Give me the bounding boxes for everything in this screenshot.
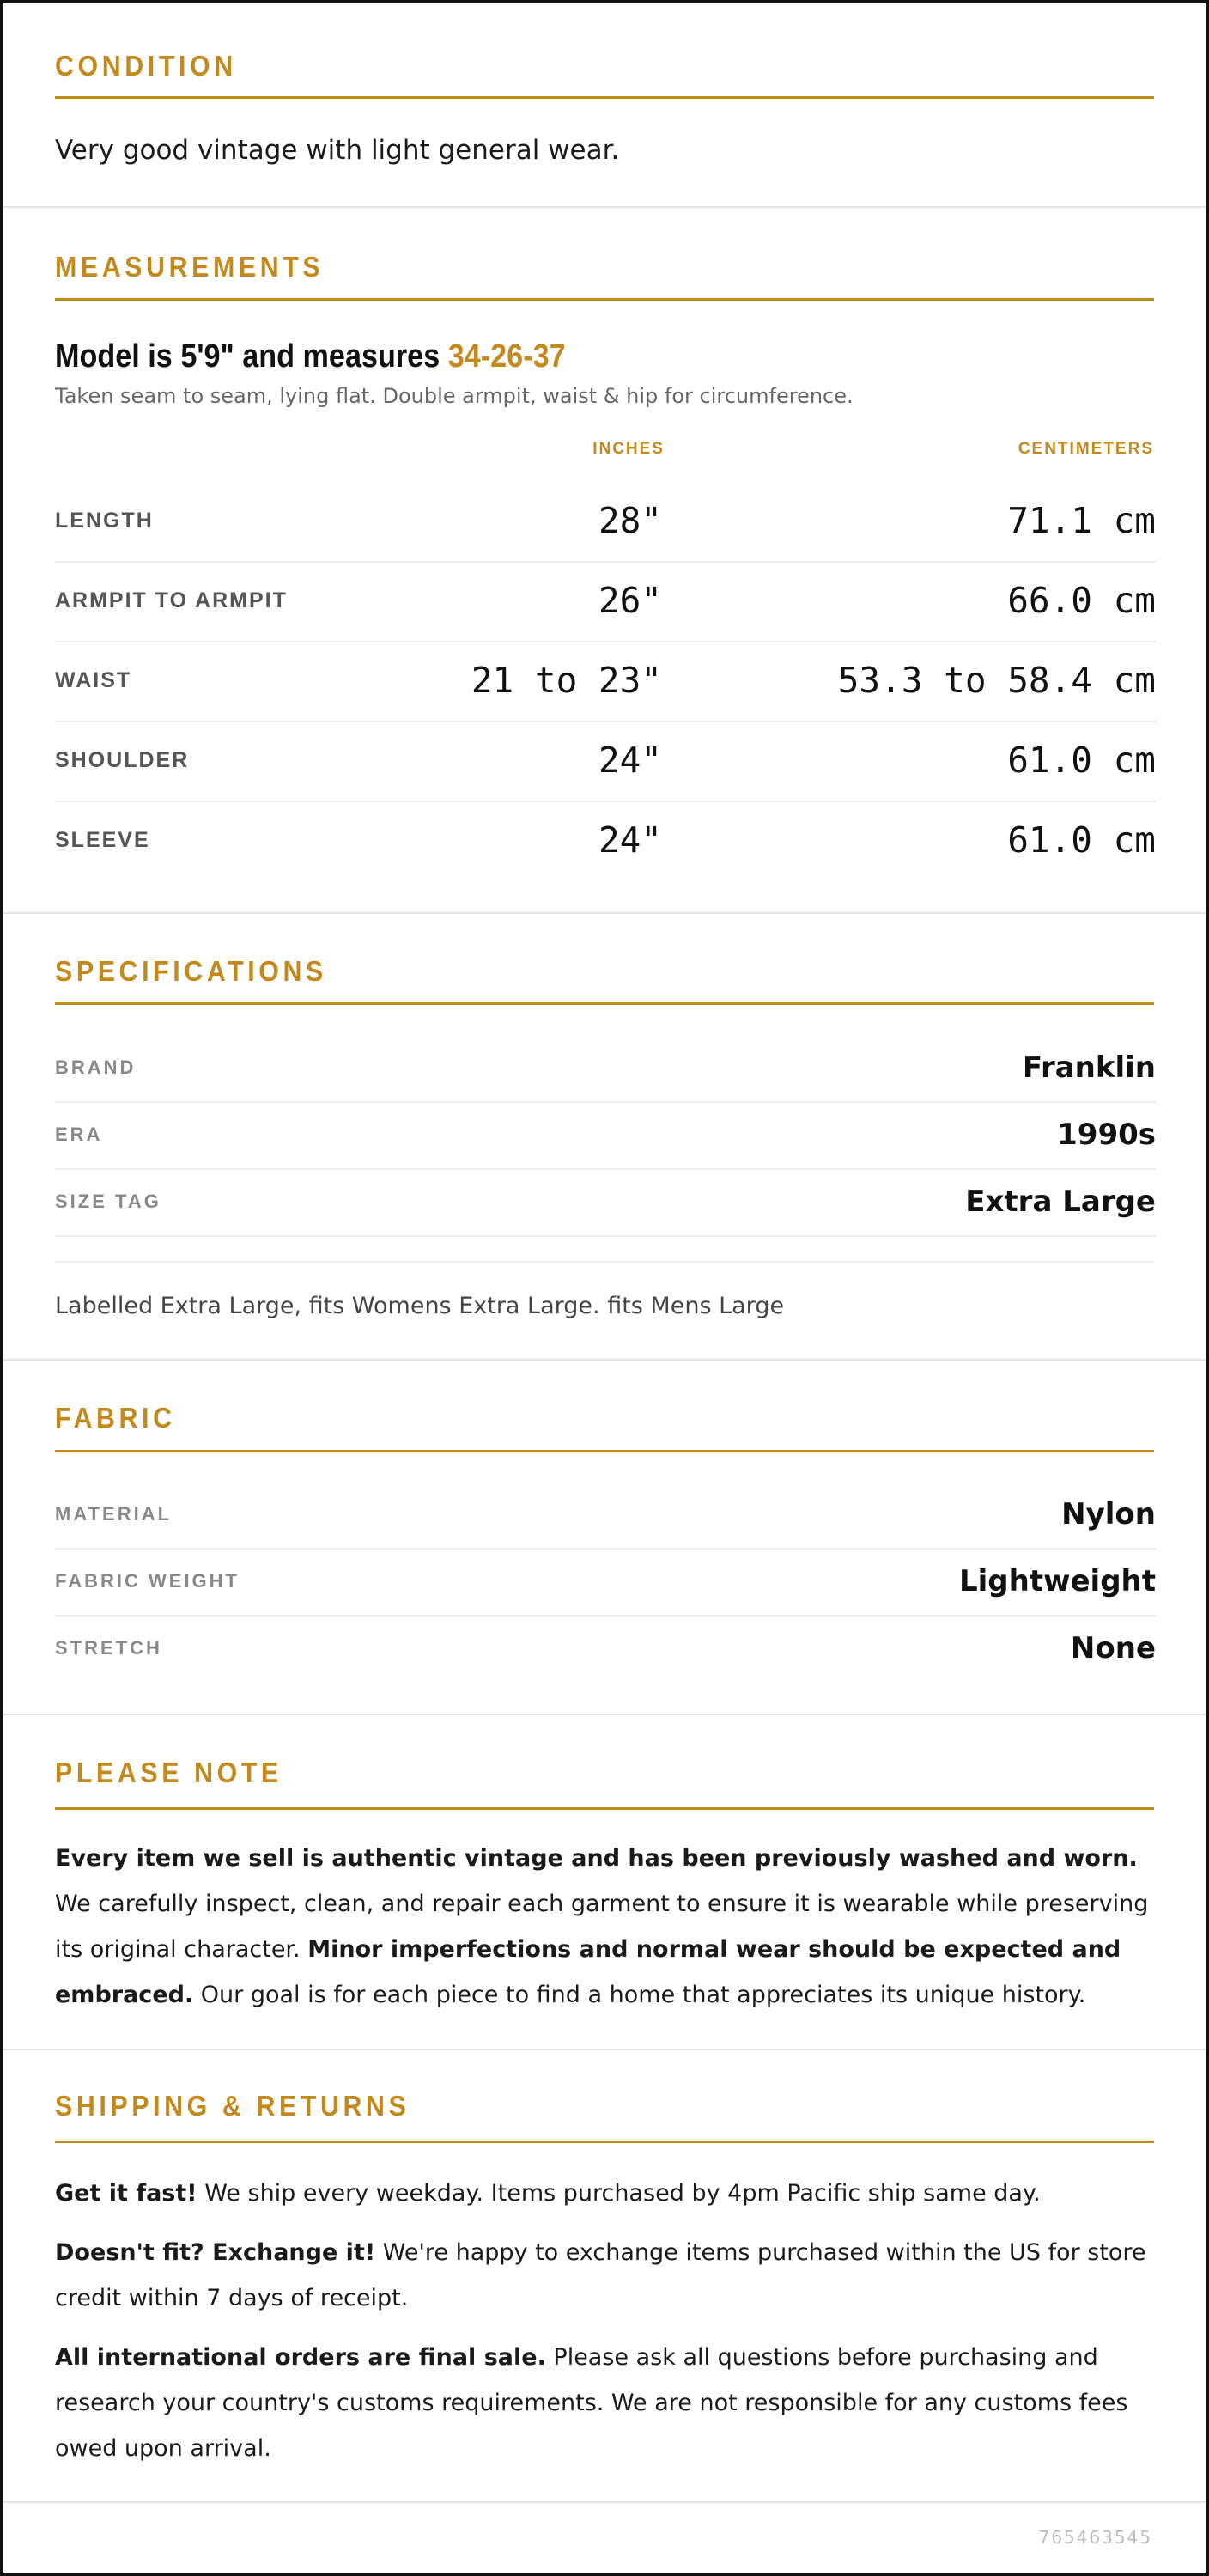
shipping-text-2: We're happy to exchange items purchased within the US for store credit within 7 days of receipt. [55,2239,1146,2311]
measurement-row-sleeve [55,801,1156,880]
measurement-inches: 24" [598,740,662,781]
spec-value: 1990s [1057,1117,1156,1152]
fabric-label: FABRIC WEIGHT [55,1570,240,1592]
please-note-bold-1: Every item we sell is authentic vintage and has been previously washed and worn. [55,1845,1138,1872]
specifications-section [3,914,1206,1361]
fabric-section [3,1361,1206,1715]
shipping-paragraph-3 [55,2335,1163,2471]
measurement-label: WAIST [55,668,132,692]
shipping-rule [55,2141,1154,2143]
measurement-row-armpit [55,561,1156,642]
please-note-section [3,1715,1206,2050]
fabric-title: FABRIC [55,1402,176,1434]
please-note-text-1: We carefully inspect, clean, and repair each garment to ensure it is wearable while preserving its original character. [55,1891,1149,1963]
specifications-title: SPECIFICATIONS [55,955,327,987]
measurements-section [3,208,1206,914]
inches-column-header: INCHES [592,440,665,458]
measurement-row-length [55,481,1156,563]
measurements-title: MEASUREMENTS [55,251,325,283]
fabric-value: Nylon [1061,1497,1156,1532]
shipping-title: SHIPPING & RETURNS [55,2090,410,2122]
spec-label: ERA [55,1124,103,1145]
shipping-bold-3: All international orders are final sale. [55,2344,546,2371]
product-id: 765463545 [1038,2527,1152,2548]
spec-value: Extra Large [965,1184,1156,1219]
fabric-label: MATERIAL [55,1503,173,1525]
fabric-rule [55,1450,1154,1452]
measurement-label: SLEEVE [55,828,150,852]
measurement-label: LENGTH [55,509,154,533]
please-note-text-2: Our goal is for each piece to find a home that appreciates its unique history. [193,1982,1086,2008]
spec-label: SIZE TAG [55,1191,161,1212]
measurements-rule [55,298,1154,301]
measurement-row-waist [55,641,1156,722]
fabric-row-material [55,1481,1156,1550]
specifications-rule [55,1002,1154,1005]
model-measures: 34-26-37 [447,338,566,375]
measurement-cm: 61.0 cm [1007,740,1156,781]
measurement-cm: 71.1 cm [1007,500,1156,541]
spec-row-brand [55,1034,1156,1103]
model-prefix: Model is 5'9" and measures [55,338,448,375]
measurement-cm: 53.3 to 58.4 cm [837,660,1156,701]
fabric-label: STRETCH [55,1637,162,1659]
measurement-inches: 28" [598,500,662,541]
measurement-cm: 66.0 cm [1007,580,1156,621]
shipping-text-3: Please ask all questions before purchasing and research your country's customs requirements. We are not responsible for any customs fees owed upon arrival. [55,2344,1128,2462]
centimeters-column-header: CENTIMETERS [1018,440,1154,458]
measurement-inches: 24" [598,819,662,861]
shipping-paragraph-1 [55,2171,1163,2216]
spec-value: Franklin [1022,1050,1156,1085]
model-measurements-line [55,338,566,375]
please-note-title: PLEASE NOTE [55,1757,283,1788]
condition-title: CONDITION [55,50,237,82]
fabric-row-stretch [55,1615,1156,1682]
measurement-inches: 26" [598,580,662,621]
measurement-row-shoulder [55,721,1156,802]
measurement-cm: 61.0 cm [1007,819,1156,861]
shipping-section [3,2050,1206,2503]
condition-text: Very good vintage with light general wear. [55,135,620,166]
spec-note-divider [55,1261,1154,1263]
condition-section [3,3,1206,208]
shipping-bold-2: Doesn't fit? Exchange it! [55,2239,376,2266]
fabric-value: None [1070,1631,1156,1666]
please-note-bold-2: Minor imperfections and normal wear should be expected and embraced. [55,1936,1121,2008]
shipping-paragraph-2 [55,2230,1163,2321]
measurement-subnote: Taken seam to seam, lying flat. Double armpit, waist & hip for circumference. [55,384,854,408]
measurement-label: ARMPIT TO ARMPIT [55,588,288,612]
spec-label: BRAND [55,1057,137,1078]
condition-rule [55,96,1154,99]
spec-row-size-tag [55,1168,1156,1237]
fabric-row-weight [55,1548,1156,1617]
spec-row-era [55,1101,1156,1170]
please-note-text [55,1836,1163,2018]
please-note-rule [55,1807,1154,1810]
shipping-text-1: We ship every weekday. Items purchased by 4pm Pacific ship same day. [197,2180,1041,2207]
shipping-bold-1: Get it fast! [55,2180,197,2207]
spec-note: Labelled Extra Large, fits Womens Extra Large. fits Mens Large [55,1293,785,1319]
measurement-inches: 21 to 23" [471,660,662,701]
fabric-value: Lightweight [958,1564,1156,1599]
measurement-label: SHOULDER [55,748,190,772]
